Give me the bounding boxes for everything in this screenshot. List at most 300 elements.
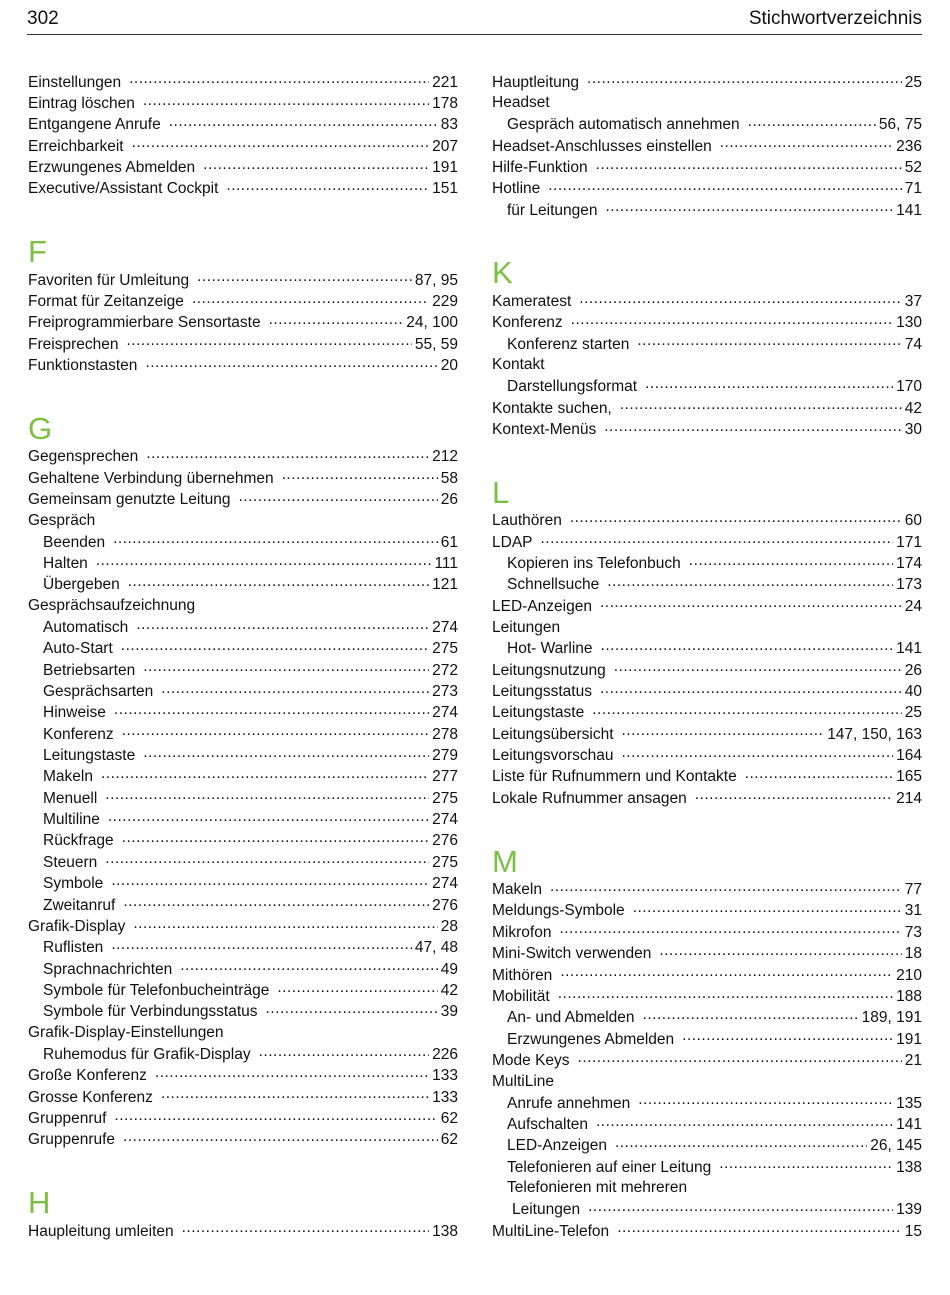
dot-leader bbox=[643, 1007, 859, 1023]
index-subentry bbox=[492, 376, 922, 397]
index-term: Makeln bbox=[492, 881, 542, 899]
section-letter-g: G bbox=[28, 410, 53, 446]
index-group-k bbox=[492, 290, 922, 439]
index-term: Übergeben bbox=[43, 576, 120, 594]
index-term: Rückfrage bbox=[43, 832, 114, 850]
index-subentry bbox=[492, 114, 922, 135]
index-page-ref: 173 bbox=[896, 576, 922, 594]
index-term: Gesprächsarten bbox=[43, 683, 154, 701]
dot-leader bbox=[105, 787, 429, 803]
index-term: Symbole bbox=[43, 875, 104, 893]
dot-leader bbox=[122, 723, 429, 739]
dot-leader bbox=[122, 830, 429, 846]
dot-leader bbox=[578, 1049, 902, 1065]
index-page-ref: 214 bbox=[896, 789, 922, 807]
index-page-ref: 55, 59 bbox=[414, 335, 458, 353]
index-term: Gegensprechen bbox=[28, 448, 139, 466]
index-term: Konferenz starten bbox=[507, 335, 630, 353]
index-term: Erzwungenes Abmelden bbox=[28, 158, 196, 176]
dot-leader bbox=[638, 1092, 893, 1108]
index-entry bbox=[28, 1086, 458, 1107]
index-subentry bbox=[492, 1028, 922, 1049]
index-page-ref: 133 bbox=[432, 1067, 458, 1085]
index-page-ref: 274 bbox=[432, 875, 458, 893]
index-term: Leitungsvorschau bbox=[492, 747, 614, 765]
index-page-ref: 37 bbox=[904, 292, 922, 310]
index-page-ref: 277 bbox=[432, 768, 458, 786]
index-entry bbox=[492, 531, 922, 552]
dot-leader bbox=[620, 397, 902, 413]
index-page-ref: 26 bbox=[440, 490, 458, 508]
index-page-ref: 188 bbox=[896, 987, 922, 1005]
index-entry bbox=[492, 510, 922, 531]
index-term: Grafik-Display bbox=[28, 917, 126, 935]
index-term: Entgangene Anrufe bbox=[28, 116, 161, 134]
dot-leader bbox=[121, 638, 429, 654]
dot-leader bbox=[659, 943, 901, 959]
dot-leader bbox=[123, 1129, 438, 1145]
index-term: Multiline bbox=[43, 811, 100, 829]
index-subentry bbox=[492, 1156, 922, 1177]
index-page-ref: 191 bbox=[432, 158, 458, 176]
page-header bbox=[27, 6, 922, 35]
dot-leader bbox=[129, 71, 429, 87]
index-entry-heading bbox=[492, 1071, 922, 1092]
index-term: Symbole für Telefonbucheinträge bbox=[43, 981, 270, 999]
dot-leader bbox=[203, 156, 429, 172]
index-subentry bbox=[28, 873, 458, 894]
index-entry bbox=[28, 915, 458, 936]
index-subentry-heading bbox=[492, 1177, 922, 1198]
dot-leader bbox=[266, 1001, 438, 1017]
index-term: Headset-Anschlusses einstellen bbox=[492, 137, 712, 155]
dot-leader bbox=[596, 156, 902, 172]
index-page-ref: 130 bbox=[896, 314, 922, 332]
index-term: Ruflisten bbox=[43, 939, 104, 957]
index-term: Leitungen bbox=[512, 1201, 581, 1219]
dot-leader bbox=[559, 921, 901, 937]
dot-leader bbox=[145, 354, 437, 370]
index-page-ref: 276 bbox=[432, 832, 458, 850]
dot-leader bbox=[614, 659, 902, 675]
index-term: Headset bbox=[492, 94, 550, 112]
index-page-ref: 42 bbox=[440, 981, 458, 999]
index-term: LED-Anzeigen bbox=[492, 597, 592, 615]
index-group-h bbox=[28, 1220, 458, 1241]
index-page-ref: 189, 191 bbox=[861, 1009, 922, 1027]
dot-leader bbox=[277, 979, 437, 995]
index-term: Menuell bbox=[43, 789, 98, 807]
dot-leader bbox=[592, 702, 902, 718]
dot-leader bbox=[96, 553, 432, 569]
dot-leader bbox=[596, 1113, 893, 1129]
index-term: Format für Zeitanzeige bbox=[28, 292, 184, 310]
index-entry bbox=[492, 723, 922, 744]
index-subentry bbox=[28, 830, 458, 851]
index-term: Mithören bbox=[492, 966, 553, 984]
dot-leader bbox=[126, 333, 411, 349]
dot-leader bbox=[745, 766, 893, 782]
index-page-ref: 141 bbox=[896, 1115, 922, 1133]
index-page-ref: 62 bbox=[440, 1131, 458, 1149]
dot-leader bbox=[645, 376, 893, 392]
index-term: Zweitanruf bbox=[43, 896, 116, 914]
index-entry bbox=[492, 71, 922, 92]
index-page-ref: 141 bbox=[896, 640, 922, 658]
dot-leader bbox=[622, 745, 894, 761]
index-term: Erzwungenes Abmelden bbox=[507, 1030, 675, 1048]
index-page-ref: 273 bbox=[432, 683, 458, 701]
index-page-ref: 73 bbox=[904, 923, 922, 941]
index-entry bbox=[492, 879, 922, 900]
index-term: für Leitungen bbox=[507, 201, 598, 219]
index-term: Symbole für Verbindungsstatus bbox=[43, 1003, 258, 1021]
dot-leader bbox=[128, 574, 429, 590]
index-page-ref: 31 bbox=[904, 902, 922, 920]
dot-leader bbox=[105, 851, 429, 867]
dot-leader bbox=[111, 937, 412, 953]
index-group-m bbox=[492, 879, 922, 1242]
index-entry bbox=[28, 446, 458, 467]
index-term: Ruhemodus für Grafik-Display bbox=[43, 1045, 251, 1063]
index-page-ref: 74 bbox=[904, 335, 922, 353]
index-term: Hot- Warline bbox=[507, 640, 593, 658]
index-term: Hotline bbox=[492, 180, 541, 198]
index-subentry bbox=[28, 745, 458, 766]
index-subentry bbox=[492, 1007, 922, 1028]
dot-leader bbox=[108, 809, 429, 825]
index-page-ref: 47, 48 bbox=[414, 939, 458, 957]
dot-leader bbox=[161, 1086, 429, 1102]
index-page-ref: 83 bbox=[440, 116, 458, 134]
index-term: Freiprogrammierbare Sensortaste bbox=[28, 314, 261, 332]
index-column-right bbox=[492, 71, 922, 1241]
index-term: Favoriten für Umleitung bbox=[28, 271, 190, 289]
index-term: Halten bbox=[43, 555, 88, 572]
index-term: Konferenz bbox=[492, 314, 563, 332]
index-term: Automatisch bbox=[43, 619, 129, 637]
index-term: Mikrofon bbox=[492, 923, 552, 941]
dot-leader bbox=[720, 135, 893, 151]
index-entry bbox=[492, 745, 922, 766]
index-term: An- und Abmelden bbox=[507, 1009, 635, 1027]
index-entry bbox=[28, 488, 458, 509]
index-page-ref: 111 bbox=[434, 555, 458, 572]
dot-leader bbox=[604, 418, 902, 434]
index-entry-heading bbox=[28, 1022, 458, 1043]
index-page-ref: 170 bbox=[896, 378, 922, 396]
index-group-g bbox=[28, 446, 458, 1150]
index-subentry bbox=[28, 979, 458, 1000]
index-term: Betriebsarten bbox=[43, 661, 136, 679]
index-term: Beenden bbox=[43, 533, 106, 551]
index-entry bbox=[492, 1049, 922, 1070]
index-term: Meldungs-Symbole bbox=[492, 902, 625, 920]
index-term: Kameratest bbox=[492, 292, 572, 310]
index-term: Gruppenruf bbox=[28, 1109, 107, 1127]
index-term: Große Konferenz bbox=[28, 1067, 147, 1085]
index-subentry bbox=[492, 1113, 922, 1134]
dot-leader bbox=[238, 488, 437, 504]
section-letter-f: F bbox=[28, 234, 47, 270]
dot-leader bbox=[689, 553, 893, 569]
index-term: Gruppenrufe bbox=[28, 1131, 116, 1149]
index-subentry bbox=[28, 659, 458, 680]
dot-leader bbox=[143, 92, 429, 108]
dot-leader bbox=[282, 467, 438, 483]
index-page-ref: 275 bbox=[432, 853, 458, 871]
index-term: Sprachnachrichten bbox=[43, 960, 173, 978]
index-subentry bbox=[28, 723, 458, 744]
index-entry bbox=[492, 156, 922, 177]
index-page-ref: 62 bbox=[440, 1109, 458, 1127]
index-entry bbox=[28, 178, 458, 199]
dot-leader bbox=[259, 1043, 430, 1059]
index-term: Mini-Switch verwenden bbox=[492, 945, 652, 963]
index-page-ref: 138 bbox=[432, 1222, 458, 1240]
index-entry bbox=[28, 354, 458, 375]
index-page-ref: 25 bbox=[904, 704, 922, 722]
index-page-ref: 26 bbox=[904, 661, 922, 679]
index-entry bbox=[28, 333, 458, 354]
index-subentry bbox=[492, 638, 922, 659]
index-page-ref: 164 bbox=[896, 747, 922, 765]
index-term: Kopieren ins Telefonbuch bbox=[507, 555, 681, 572]
index-subentry bbox=[28, 1043, 458, 1064]
index-page-ref: 133 bbox=[432, 1088, 458, 1106]
dot-leader bbox=[226, 178, 429, 194]
dot-leader bbox=[136, 617, 429, 633]
dot-leader bbox=[622, 723, 825, 739]
index-term: Haupleitung umleiten bbox=[28, 1222, 174, 1240]
index-column-left bbox=[28, 71, 458, 1241]
index-entry bbox=[28, 1129, 458, 1150]
index-term: Gesprächsaufzeichnung bbox=[28, 597, 196, 615]
index-term: Eintrag löschen bbox=[28, 94, 135, 112]
index-group-e bbox=[28, 71, 458, 199]
index-entry bbox=[28, 135, 458, 156]
index-term: Telefonieren mit mehreren bbox=[507, 1179, 688, 1197]
index-page-ref: 171 bbox=[896, 533, 922, 551]
index-page-ref: 60 bbox=[904, 512, 922, 530]
index-page-ref: 147, 150, 163 bbox=[827, 725, 922, 743]
dot-leader bbox=[695, 787, 893, 803]
index-term: Lokale Rufnummer ansagen bbox=[492, 789, 687, 807]
index-entry bbox=[492, 943, 922, 964]
dot-leader bbox=[606, 199, 894, 215]
page-title: Stichwortverzeichnis bbox=[748, 8, 922, 29]
index-entry bbox=[28, 114, 458, 135]
dot-leader bbox=[579, 290, 901, 306]
index-entry bbox=[28, 269, 458, 290]
index-entry bbox=[492, 312, 922, 333]
index-entry bbox=[492, 178, 922, 199]
index-page-ref: 15 bbox=[904, 1222, 922, 1240]
dot-leader bbox=[570, 510, 902, 526]
index-entry bbox=[492, 702, 922, 723]
index-entry bbox=[492, 397, 922, 418]
index-entry bbox=[28, 467, 458, 488]
index-entry bbox=[28, 156, 458, 177]
index-group-f bbox=[28, 269, 458, 376]
index-subentry bbox=[28, 638, 458, 659]
index-page-ref: 135 bbox=[896, 1094, 922, 1112]
index-entry-heading bbox=[492, 92, 922, 113]
dot-leader bbox=[143, 659, 429, 675]
index-entry bbox=[28, 1065, 458, 1086]
index-term: Aufschalten bbox=[507, 1115, 588, 1133]
index-entry bbox=[28, 290, 458, 311]
index-term: Mobilität bbox=[492, 987, 550, 1005]
index-page-ref: 212 bbox=[432, 448, 458, 466]
index-page-ref: 52 bbox=[904, 158, 922, 176]
index-page-ref: 56, 75 bbox=[878, 116, 922, 134]
index-entry bbox=[28, 71, 458, 92]
index-page-ref: 226 bbox=[432, 1045, 458, 1063]
index-page-ref: 18 bbox=[904, 945, 922, 963]
dot-leader bbox=[748, 114, 876, 130]
dot-leader bbox=[114, 1107, 437, 1123]
dot-leader bbox=[633, 900, 902, 916]
index-page-ref: 39 bbox=[440, 1003, 458, 1021]
index-entry bbox=[492, 1220, 922, 1241]
index-entry-heading bbox=[492, 617, 922, 638]
dot-leader bbox=[143, 745, 429, 761]
index-term: Leitungsstatus bbox=[492, 683, 592, 701]
index-page-ref: 279 bbox=[432, 747, 458, 765]
index-entry bbox=[492, 595, 922, 616]
index-term: Einstellungen bbox=[28, 73, 122, 91]
dot-leader bbox=[113, 531, 438, 547]
index-page-ref: 25 bbox=[904, 73, 922, 91]
dot-leader bbox=[571, 312, 893, 328]
index-term: Executive/Assistant Cockpit bbox=[28, 180, 219, 198]
index-entry-heading bbox=[492, 354, 922, 375]
index-subentry bbox=[28, 937, 458, 958]
index-subentry bbox=[492, 1135, 922, 1156]
dot-leader bbox=[269, 312, 404, 328]
index-page-ref: 40 bbox=[904, 683, 922, 701]
index-page-ref: 49 bbox=[440, 960, 458, 978]
dot-leader bbox=[101, 766, 429, 782]
index-entry bbox=[492, 900, 922, 921]
index-subentry bbox=[28, 553, 458, 574]
index-page-ref: 21 bbox=[904, 1051, 922, 1069]
index-entry bbox=[28, 312, 458, 333]
index-term: Leitungstaste bbox=[492, 704, 585, 722]
index-group-l bbox=[492, 510, 922, 809]
dot-leader bbox=[541, 531, 894, 547]
index-subentry bbox=[28, 766, 458, 787]
index-page-ref: 71 bbox=[904, 180, 922, 198]
index-page-ref: 276 bbox=[432, 896, 458, 914]
index-page-ref: 191 bbox=[896, 1030, 922, 1048]
index-entry bbox=[492, 787, 922, 808]
dot-leader bbox=[111, 873, 429, 889]
index-subentry bbox=[492, 574, 922, 595]
index-term: Kontakte suchen, bbox=[492, 399, 612, 417]
index-subentry bbox=[492, 199, 922, 220]
index-entry bbox=[492, 659, 922, 680]
dot-leader bbox=[132, 135, 430, 151]
index-page-ref: 139 bbox=[896, 1201, 922, 1219]
index-subentry bbox=[28, 958, 458, 979]
dot-leader bbox=[637, 333, 901, 349]
index-page-ref: 229 bbox=[432, 292, 458, 310]
index-term: Grafik-Display-Einstellungen bbox=[28, 1024, 224, 1042]
index-term: Darstellungsformat bbox=[507, 378, 638, 396]
dot-leader bbox=[169, 114, 438, 130]
index-term: Freisprechen bbox=[28, 335, 119, 353]
index-page-ref: 275 bbox=[432, 789, 458, 807]
dot-leader bbox=[615, 1135, 867, 1151]
index-term: Schnellsuche bbox=[507, 576, 600, 594]
dot-leader bbox=[133, 915, 437, 931]
index-term: Gespräch automatisch annehmen bbox=[507, 116, 740, 134]
index-subentry bbox=[28, 617, 458, 638]
index-subentry bbox=[28, 531, 458, 552]
index-term: Erreichbarkeit bbox=[28, 137, 124, 155]
index-entry bbox=[492, 766, 922, 787]
index-entry bbox=[28, 1107, 458, 1128]
section-letter-h: H bbox=[28, 1185, 51, 1221]
index-page-ref: 20 bbox=[440, 356, 458, 374]
index-subentry bbox=[28, 809, 458, 830]
index-page-ref: 141 bbox=[896, 201, 922, 219]
index-term: Steuern bbox=[43, 853, 98, 871]
index-term: LED-Anzeigen bbox=[507, 1137, 607, 1155]
dot-leader bbox=[197, 269, 412, 285]
index-term: Makeln bbox=[43, 768, 93, 786]
index-entry-heading bbox=[28, 595, 458, 616]
index-page-ref: 236 bbox=[896, 137, 922, 155]
dot-leader bbox=[146, 446, 429, 462]
index-term: Grosse Konferenz bbox=[28, 1088, 153, 1106]
index-page-ref: 207 bbox=[432, 137, 458, 155]
index-term: Hauptleitung bbox=[492, 73, 580, 91]
dot-leader bbox=[182, 1220, 430, 1236]
index-page-ref: 274 bbox=[432, 704, 458, 722]
index-term: LDAP bbox=[492, 533, 533, 551]
index-term: Lauthören bbox=[492, 512, 562, 530]
index-subentry bbox=[28, 681, 458, 702]
index-term: Leitungsnutzung bbox=[492, 661, 606, 679]
index-page-ref: 28 bbox=[440, 917, 458, 935]
index-entry-heading bbox=[28, 510, 458, 531]
index-term: Leitungsübersicht bbox=[492, 725, 614, 743]
index-term: Mode Keys bbox=[492, 1051, 570, 1069]
index-term: MultiLine bbox=[492, 1072, 555, 1090]
index-page-ref: 77 bbox=[904, 881, 922, 899]
index-page-ref: 274 bbox=[432, 811, 458, 829]
index-term: Gehaltene Verbindung übernehmen bbox=[28, 469, 274, 487]
index-subentry bbox=[28, 574, 458, 595]
dot-leader bbox=[682, 1028, 893, 1044]
index-entry bbox=[28, 1220, 458, 1241]
index-subentry bbox=[28, 1001, 458, 1022]
index-subentry bbox=[492, 553, 922, 574]
index-term: Liste für Rufnummern und Kontakte bbox=[492, 768, 737, 786]
index-entry bbox=[492, 985, 922, 1006]
dot-leader bbox=[560, 964, 893, 980]
index-page-ref: 274 bbox=[432, 619, 458, 637]
index-term: Kontakt bbox=[492, 356, 545, 374]
dot-leader bbox=[123, 894, 429, 910]
index-term: Leitungen bbox=[492, 618, 561, 636]
dot-leader bbox=[548, 178, 902, 194]
index-term: Auto-Start bbox=[43, 640, 113, 658]
index-page-ref: 30 bbox=[904, 420, 922, 438]
